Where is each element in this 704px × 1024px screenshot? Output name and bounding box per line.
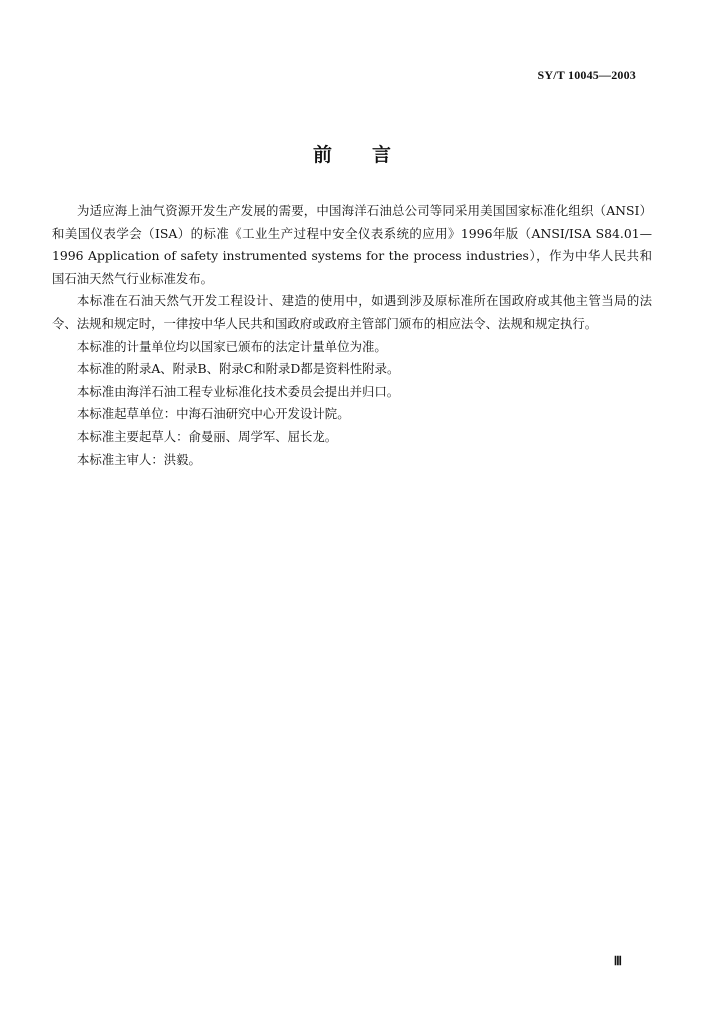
paragraph: 本标准的计量单位均以国家已颁布的法定计量单位为准。 (77, 338, 387, 354)
paragraph: 本标准在石油天然气开发工程设计、建造的使用中，如遇到涉及原标准所在国政府或其他主管当局的法令、法规和规定时，一律按中华人民共和国政府或政府主管部门颁布的相应法令、法规和规定执行。 (52, 293, 652, 331)
paragraph: 本标准的附录A、附录B、附录C和附录D都是资料性附录。 (77, 361, 400, 377)
paragraph: 本标准起草单位：中海石油研究中心开发设计院。 (77, 406, 350, 422)
paragraph: 为适应海上油气资源开发生产发展的需要，中国海洋石油总公司等同采用美国国家标准化组织（ANSI）和美国仪表学会（ISA）的标准《工业生产过程中安全仪表系统的应用》1996年版（ANSI/ISA S84.01—1996 Application of safety instrumented systems for the process industries），作为中华人民共和国石油天然气行业标准发布。 (52, 203, 652, 286)
page-number: Ⅲ (613, 954, 622, 968)
paragraph: 本标准主审人：洪毅。 (77, 451, 201, 467)
title-char-1: 前 (312, 144, 332, 166)
paragraph: 本标准由海洋石油工程专业标准化技术委员会提出并归口。 (77, 383, 400, 399)
standard-code: SY/T 10045—2003 (537, 68, 636, 82)
paragraph: 本标准主要起草人：俞曼丽、周学军、屈长龙。 (77, 428, 338, 444)
foreword-body (52, 200, 652, 471)
page-title (0, 140, 704, 167)
title-char-2: 言 (372, 144, 392, 166)
